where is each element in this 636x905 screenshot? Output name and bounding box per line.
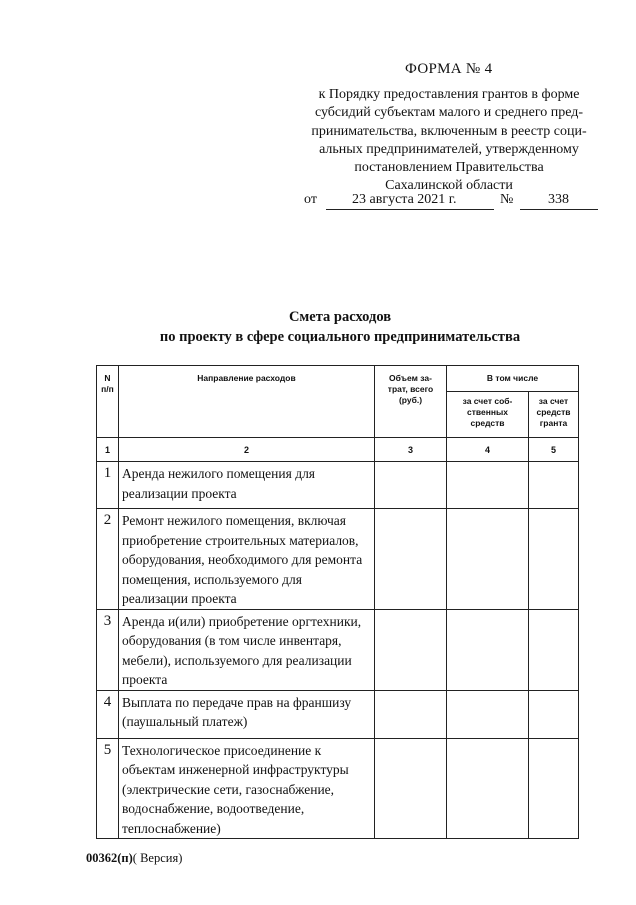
table-row xyxy=(97,690,579,738)
cell-grant-funds[interactable] xyxy=(529,690,579,738)
document-heading xyxy=(140,307,540,347)
number-label: № xyxy=(500,192,514,207)
cell-total[interactable] xyxy=(375,462,447,509)
form-number: ФОРМА № 4 xyxy=(405,61,493,77)
preamble xyxy=(296,86,602,196)
cell-grant-funds[interactable] xyxy=(529,509,579,610)
document-code: 00362(п) xyxy=(86,851,133,865)
row-number: 3 xyxy=(97,609,119,690)
preamble-line: Сахалинской области xyxy=(385,178,513,194)
table-row xyxy=(97,509,579,610)
cell-grant-funds[interactable] xyxy=(529,609,579,690)
col-number-2: 2 xyxy=(119,438,375,462)
cell-grant-funds[interactable] xyxy=(529,738,579,839)
cell-total[interactable] xyxy=(375,609,447,690)
resolution-date-line xyxy=(304,192,598,210)
col-header-num: N п/п xyxy=(97,366,119,438)
cell-own-funds[interactable] xyxy=(447,462,529,509)
row-direction: Выплата по передаче прав на франшизу (паушальный платеж) xyxy=(119,690,375,738)
heading-line-1: Смета расходов xyxy=(288,309,392,325)
cell-total[interactable] xyxy=(375,738,447,839)
resolution-date: 23 августа 2021 г. xyxy=(352,192,457,207)
row-number: 2 xyxy=(97,509,119,610)
preamble-line: субсидий субъектам малого и среднего пред- xyxy=(314,105,584,121)
cell-total[interactable] xyxy=(375,690,447,738)
col-number-3: 3 xyxy=(375,438,447,462)
cell-own-funds[interactable] xyxy=(447,609,529,690)
document-footer xyxy=(86,851,182,866)
cell-own-funds[interactable] xyxy=(447,690,529,738)
date-underline xyxy=(326,209,494,210)
row-number: 1 xyxy=(97,462,119,509)
col-number-4: 4 xyxy=(447,438,529,462)
cell-total[interactable] xyxy=(375,509,447,610)
table-row xyxy=(97,609,579,690)
cell-own-funds[interactable] xyxy=(447,738,529,839)
number-underline xyxy=(520,209,598,210)
resolution-number: 338 xyxy=(548,192,569,207)
col-header-direction: Направление расходов xyxy=(119,366,375,438)
preamble-line: постановлением Правительства xyxy=(354,160,544,176)
from-label: от xyxy=(304,192,317,207)
heading-line-2: по проекту в сфере социального предпринимательства xyxy=(159,329,521,345)
col-header-own-funds: за счет соб- ственных средств xyxy=(447,392,529,438)
row-direction: Ремонт нежилого помещения, включая приобретение строительных материалов, оборудования, необходимого для ремонта помещения, используемого для реализации проекта xyxy=(119,509,375,610)
row-number: 5 xyxy=(97,738,119,839)
preamble-line: альных предпринимателей, утвержденному xyxy=(319,141,579,157)
cell-own-funds[interactable] xyxy=(447,509,529,610)
col-number-1: 1 xyxy=(97,438,119,462)
col-header-grant-funds: за счет средств гранта xyxy=(529,392,579,438)
row-direction: Аренда и(или) приобретение оргтехники, оборудования (в том числе инвентаря, мебели), используемого для реализации проекта xyxy=(119,609,375,690)
expense-table xyxy=(96,365,579,839)
preamble-line: к Порядку предоставления грантов в форме xyxy=(318,87,580,102)
row-number: 4 xyxy=(97,690,119,738)
col-header-total: Объем за- трат, всего (руб.) xyxy=(375,366,447,438)
cell-grant-funds[interactable] xyxy=(529,462,579,509)
col-number-5: 5 xyxy=(529,438,579,462)
preamble-line: принимательства, включенным в реестр соци- xyxy=(311,123,587,139)
table-row xyxy=(97,462,579,509)
col-header-including: В том числе xyxy=(447,366,579,392)
document-version: ( Версия) xyxy=(132,851,183,865)
row-direction: Технологическое присоединение к объектам инженерной инфраструктуры (электрические сети, газоснабжение, водоснабжение, водоотведение, теплоснабжение) xyxy=(119,738,375,839)
table-row xyxy=(97,738,579,839)
row-direction: Аренда нежилого помещения для реализации проекта xyxy=(119,462,375,509)
